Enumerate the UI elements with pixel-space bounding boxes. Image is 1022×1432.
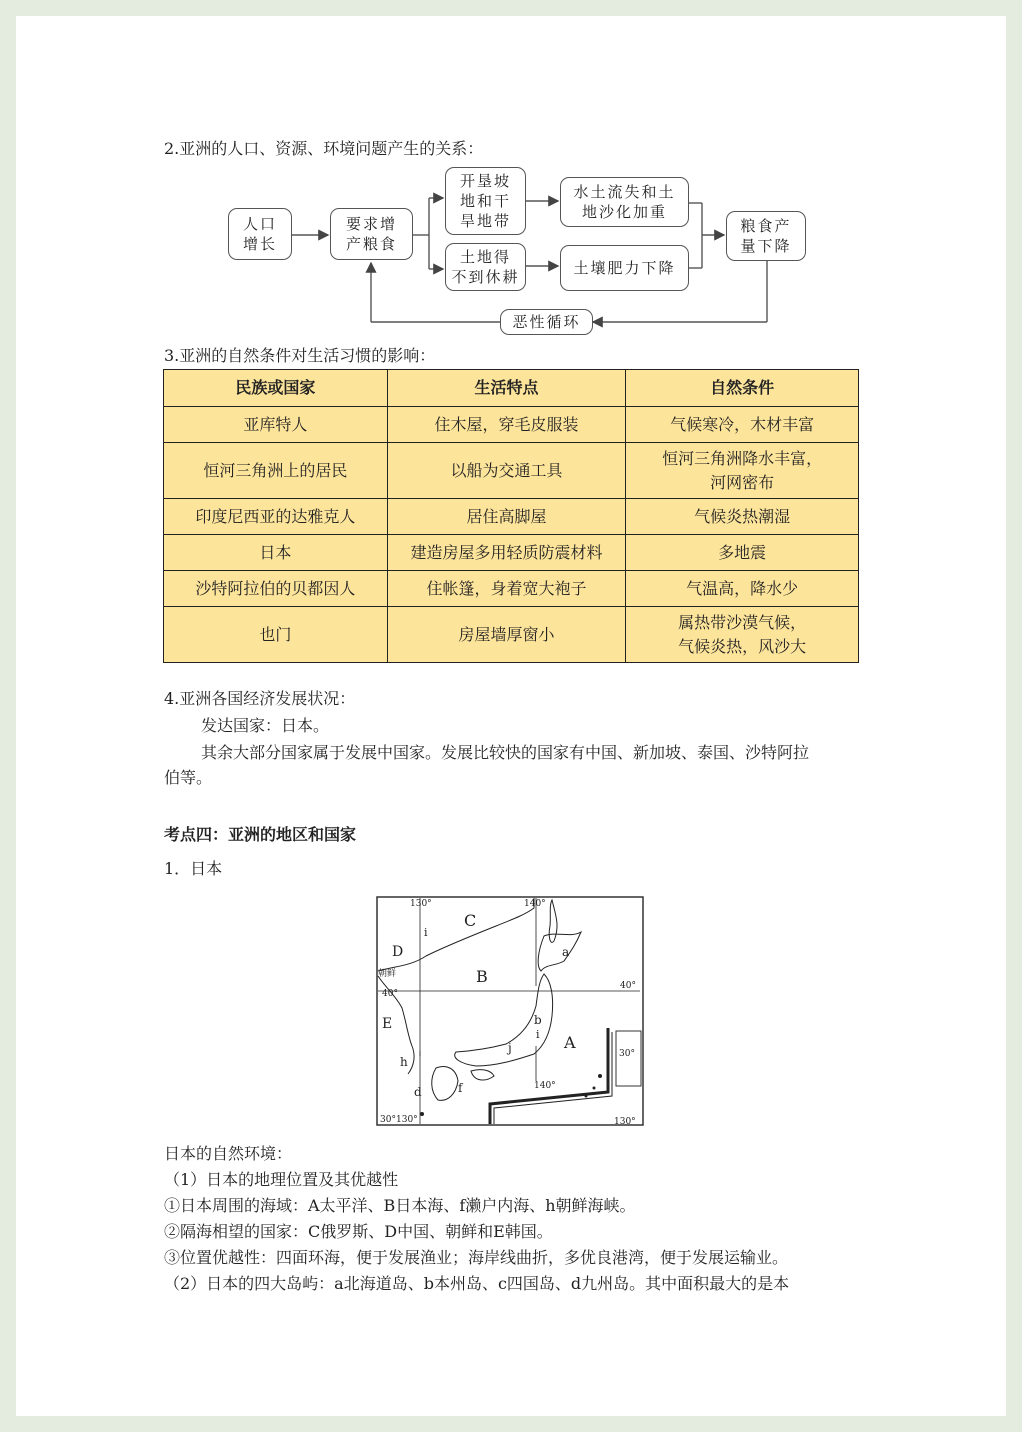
- cell-life: 房屋墙厚窗小: [387, 607, 626, 663]
- reclaim-line1: 开垦坡: [459, 172, 511, 190]
- label-E: E: [382, 1016, 393, 1032]
- table-row: [164, 607, 859, 663]
- label-h: h: [400, 1055, 408, 1069]
- label-i: i: [536, 1028, 540, 1041]
- nature-line1: 气候寒冷，木材丰富: [670, 414, 815, 434]
- cell-people: 也门: [164, 607, 388, 663]
- box-output: [726, 211, 806, 261]
- cell-nature: [626, 407, 859, 443]
- cell-nature: [626, 499, 859, 535]
- label-f: f: [458, 1081, 463, 1095]
- label-d: d: [414, 1085, 422, 1099]
- label-korea: 朝鲜: [378, 969, 397, 979]
- output-line2: 量下降: [740, 237, 792, 255]
- table-row: [164, 407, 859, 443]
- document-page: [16, 16, 1006, 1416]
- col-header-life: 生活特点: [387, 370, 626, 407]
- nature-line1: 属热带沙漠气候，: [678, 612, 807, 632]
- section3-heading: 3.亚洲的自然条件对生活习惯的影响：: [164, 346, 436, 365]
- box-population: [228, 208, 292, 260]
- box-norest: [445, 243, 526, 291]
- japan-map: [376, 896, 644, 1126]
- cell-life: 以船为交通工具: [387, 443, 626, 499]
- label-lon-130-top: 130°: [410, 899, 432, 909]
- label-lon-130-bottom: 130°: [396, 1115, 418, 1125]
- demand-line2: 产粮食: [345, 235, 397, 253]
- japan-p5: （2）日本的四大岛屿：a北海道岛、b本州岛、c四国岛、d九州岛。其中面积最大的是本: [164, 1274, 790, 1293]
- table-row: [164, 443, 859, 499]
- label-lat-30-left: 30°: [380, 1115, 396, 1125]
- population-line2: 增长: [242, 235, 277, 253]
- label-lat-40-left: 40°: [382, 989, 398, 999]
- reclaim-line2: 地和干: [459, 192, 511, 210]
- label-A: A: [564, 1033, 576, 1052]
- cycle-text: 恶性循环: [512, 313, 581, 331]
- cell-nature: [626, 607, 859, 663]
- cell-life: 住帐篷，身着宽大袍子: [387, 571, 626, 607]
- box-demand: [330, 208, 413, 260]
- cell-people: 印度尼西亚的达雅克人: [164, 499, 388, 535]
- label-C: C: [464, 911, 477, 930]
- label-j: j: [508, 1041, 512, 1055]
- label-a: a: [562, 945, 570, 959]
- japan-p3: ②隔海相望的国家：C俄罗斯、D中国、朝鲜和E韩国。: [164, 1222, 553, 1241]
- cell-nature: [626, 571, 859, 607]
- label-D: D: [392, 944, 404, 960]
- demand-line1: 要求增: [345, 215, 397, 233]
- norest-line1: 土地得: [459, 248, 511, 266]
- label-lon-130-right: 130°: [614, 1117, 636, 1126]
- nature-line2: 气候炎热，风沙大: [678, 636, 807, 656]
- table-row: [164, 535, 859, 571]
- box-cycle: [500, 309, 593, 335]
- cell-life: 居住高脚屋: [387, 499, 626, 535]
- box-reclaim: [445, 167, 526, 235]
- developing-line2: 伯等。: [164, 768, 213, 787]
- box-fertility: [560, 245, 689, 291]
- output-line1: 粮食产: [740, 217, 792, 235]
- japan-p2: ①日本周围的海域：A太平洋、B日本海、f濑户内海、h朝鲜海峡。: [164, 1196, 636, 1215]
- section4-heading: 4.亚洲各国经济发展状况：: [164, 689, 356, 708]
- table-row: [164, 499, 859, 535]
- label-lon-140-bottom: 140°: [534, 1081, 556, 1091]
- fertility-text: 土壤肥力下降: [573, 259, 676, 277]
- nature-line2: 河网密布: [710, 472, 775, 492]
- nature-line1: 恒河三角洲降水丰富，: [662, 448, 823, 468]
- norest-line2: 不到休耕: [451, 268, 520, 286]
- section2-heading: 2.亚洲的人口、资源、环境问题产生的关系：: [164, 139, 484, 158]
- japan-p4: ③位置优越性：四面环海，便于发展渔业；海岸线曲折，多优良港湾，便于发展运输业。: [164, 1248, 789, 1267]
- cell-people: 亚库特人: [164, 407, 388, 443]
- erosion-line1: 水土流失和土: [573, 183, 676, 201]
- kaodian-sub: 1．日本: [164, 859, 223, 878]
- table-header-row: [164, 370, 859, 407]
- table-row: [164, 571, 859, 607]
- label-B: B: [476, 967, 488, 986]
- reclaim-line3: 旱地带: [459, 212, 511, 230]
- cell-nature: [626, 535, 859, 571]
- developed-countries: 发达国家：日本。: [201, 716, 330, 735]
- nature-line1: 多地震: [718, 542, 767, 562]
- label-lon-140-top: 140°: [524, 899, 546, 909]
- kaodian-heading: 考点四：亚洲的地区和国家: [164, 825, 357, 844]
- cell-nature: [626, 443, 859, 499]
- cell-people: 日本: [164, 535, 388, 571]
- erosion-line2: 地沙化加重: [581, 203, 667, 221]
- label-i-upper: i: [424, 926, 428, 939]
- box-erosion: [560, 177, 689, 227]
- developing-line1: 其余大部分国家属于发展中国家。发展比较快的国家有中国、新加坡、泰国、沙特阿拉: [201, 743, 810, 762]
- label-lat-30-inset: 30°: [619, 1049, 635, 1059]
- japan-heading: 日本的自然环境：: [164, 1144, 293, 1163]
- label-lat-40-right: 40°: [620, 981, 636, 991]
- japan-p1: （1）日本的地理位置及其优越性: [164, 1170, 399, 1189]
- col-header-people: 民族或国家: [164, 370, 388, 407]
- cell-people: 恒河三角洲上的居民: [164, 443, 388, 499]
- cell-people: 沙特阿拉伯的贝都因人: [164, 571, 388, 607]
- cell-life: 住木屋，穿毛皮服装: [387, 407, 626, 443]
- cell-life: 建造房屋多用轻质防震材料: [387, 535, 626, 571]
- population-line1: 人口: [242, 215, 277, 233]
- nature-line1: 气温高，降水少: [686, 578, 799, 598]
- nature-line1: 气候炎热潮湿: [694, 506, 791, 526]
- col-header-nature: 自然条件: [626, 370, 859, 407]
- nature-life-table: [163, 369, 859, 663]
- label-b: b: [534, 1013, 542, 1027]
